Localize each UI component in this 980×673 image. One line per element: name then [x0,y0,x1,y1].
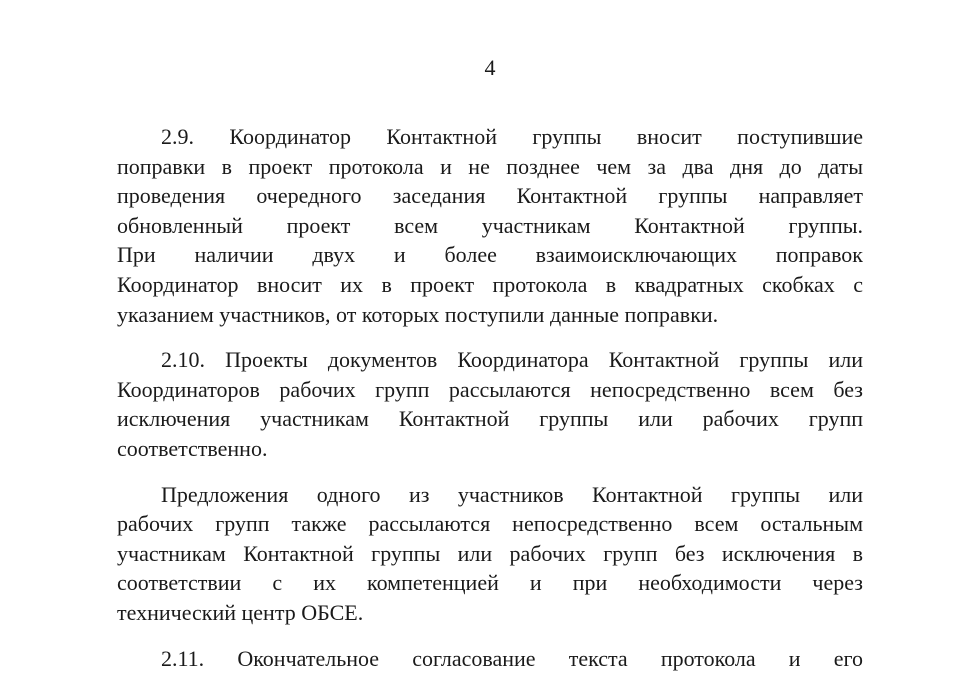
text-line: указанием участников, от которых поступили данные поправки. [117,300,863,330]
paragraph-2-9 [117,122,863,329]
text-line: участникам Контактной группы или рабочих групп без исключения в [117,539,863,569]
text-line: технический центр ОБСЕ. [117,598,863,628]
text-line: исключения участникам Контактной группы или рабочих групп [117,404,863,434]
text-line: 2.9. Координатор Контактной группы вносит поступившие [117,122,863,152]
text-line: При наличии двух и более взаимоисключающих поправок [117,240,863,270]
text-line: проведения очередного заседания Контактной группы направляет [117,181,863,211]
text-line: рабочих групп также рассылаются непосредственно всем остальным [117,509,863,539]
text-line: обновленный проект всем участникам Контактной группы. [117,211,863,241]
document-body [117,122,863,673]
text-line: соответственно. [117,434,863,464]
paragraph-2-10 [117,345,863,463]
paragraph-2-11 [117,644,863,673]
text-line: 2.10. Проекты документов Координатора Контактной группы или [117,345,863,375]
page-number: 4 [0,56,980,80]
text-line: Координаторов рабочих групп рассылаются непосредственно всем без [117,375,863,405]
paragraph-proposals [117,480,863,628]
text-line: поправки в проект протокола и не позднее чем за два дня до даты [117,152,863,182]
text-line: соответствии с их компетенцией и при необходимости через [117,568,863,598]
text-line: Предложения одного из участников Контактной группы или [117,480,863,510]
text-line: 2.11. Окончательное согласование текста протокола и его [117,644,863,673]
text-line: Координатор вносит их в проект протокола в квадратных скобках с [117,270,863,300]
